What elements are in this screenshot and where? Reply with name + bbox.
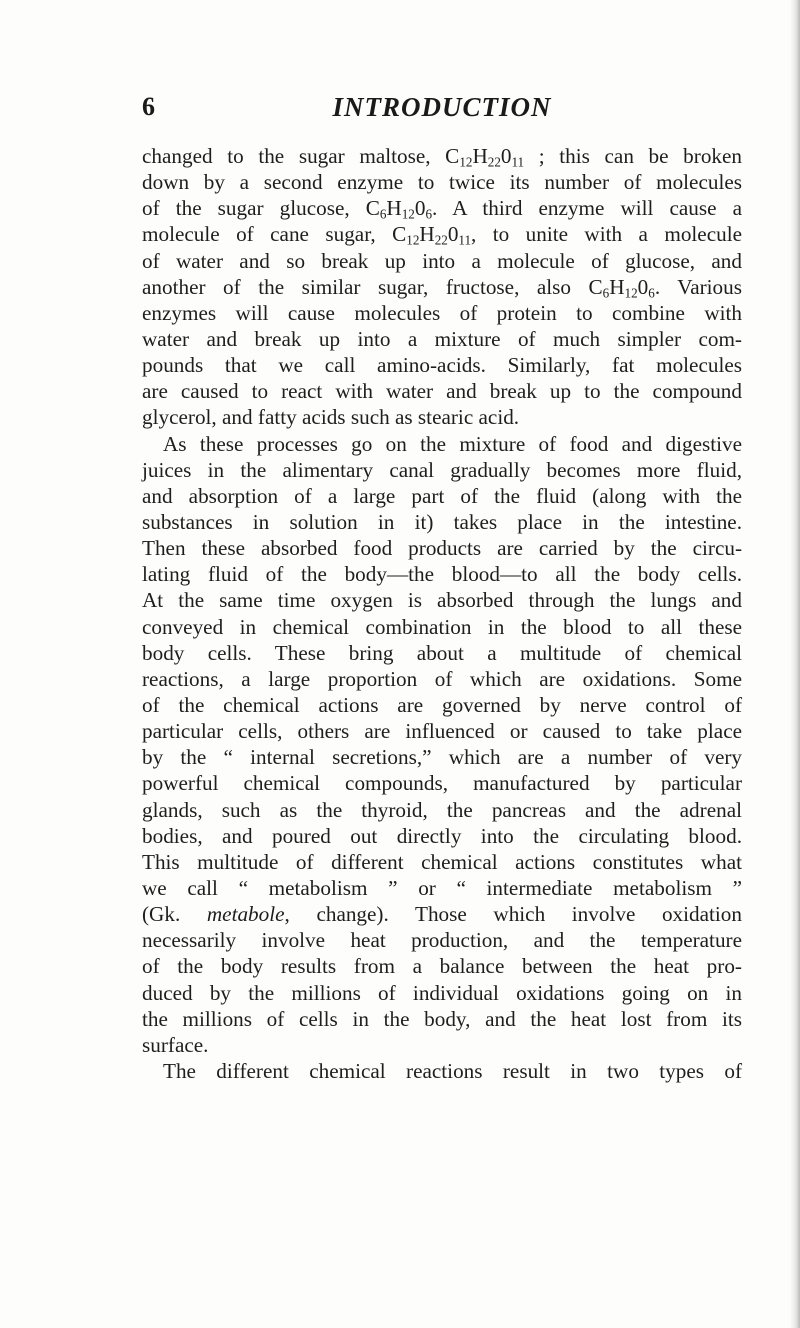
text-line xyxy=(142,692,742,718)
text-segment: are caused to react with water and break up to the compound xyxy=(142,379,742,404)
text-line xyxy=(142,744,742,770)
text-line xyxy=(142,535,742,561)
text-line xyxy=(142,875,742,901)
text-segment: of the body results from a balance between the heat pro- xyxy=(142,954,742,979)
text-line xyxy=(142,221,742,247)
text-segment: surface. xyxy=(142,1032,209,1057)
page-number: 6 xyxy=(142,92,155,121)
text-line xyxy=(142,953,742,979)
text-line xyxy=(142,1058,742,1084)
text-segment: of water and so break up into a molecule of glucose, and xyxy=(142,248,742,273)
text-segment: At the same time oxygen is absorbed through the lungs and xyxy=(142,588,742,613)
text-segment: Then these absorbed food products are carried by the circu- xyxy=(142,536,742,561)
text-segment: by the “ internal secretions,” which are a number of very xyxy=(142,745,742,770)
text-segment: of the chemical actions are governed by nerve control of xyxy=(142,692,742,717)
text-segment: we call “ metabolism ” or “ intermediate metabolism ” xyxy=(142,875,742,900)
text-segment: The different chemical reactions result in two types of xyxy=(163,1058,742,1083)
page-edge-shadow xyxy=(790,0,800,1328)
text-segment: . Various xyxy=(654,274,742,299)
text-segment: H xyxy=(419,222,435,247)
text-line xyxy=(142,404,742,430)
text-segment: pounds that we call amino-acids. Similarly, fat molecules xyxy=(142,353,742,378)
italic-term: metabole xyxy=(206,902,285,927)
text-line xyxy=(142,378,742,404)
text-line xyxy=(142,718,742,744)
text-line xyxy=(142,274,742,300)
text-segment: . A third enzyme will cause a xyxy=(432,196,742,221)
text-segment: 0 xyxy=(637,274,649,299)
text-line xyxy=(142,797,742,823)
text-segment: changed to the sugar maltose, C xyxy=(142,144,460,168)
text-line xyxy=(142,483,742,509)
subscript: 12 xyxy=(406,233,420,249)
subscript: 6 xyxy=(425,206,433,222)
text-segment: As these processes go on the mixture of food and digestive xyxy=(163,431,742,456)
text-segment: conveyed in chemical combination in the blood to all these xyxy=(142,614,742,639)
text-segment: the millions of cells in the body, and the heat lost from its xyxy=(142,1006,742,1031)
text-segment: 0 xyxy=(500,144,512,168)
subscript: 22 xyxy=(434,233,448,249)
subscript: 6 xyxy=(379,206,387,222)
text-line xyxy=(142,457,742,483)
text-segment: duced by the millions of individual oxidations going on in xyxy=(142,980,742,1005)
text-line xyxy=(142,509,742,535)
text-segment: H xyxy=(386,196,402,221)
subscript: 6 xyxy=(602,285,610,301)
text-line xyxy=(142,640,742,666)
text-segment: bodies, and poured out directly into the circulating blood. xyxy=(142,823,742,848)
text-segment: molecule of cane sugar, C xyxy=(142,222,407,247)
text-segment: necessarily involve heat production, and the temperature xyxy=(142,928,742,953)
subscript: 11 xyxy=(458,233,472,249)
text-segment: reactions, a large proportion of which are oxidations. Some xyxy=(142,666,742,691)
text-segment: H xyxy=(609,274,625,299)
text-segment: substances in solution in it) takes place in the intestine. xyxy=(142,509,742,534)
text-line xyxy=(142,770,742,796)
text-line xyxy=(142,666,742,692)
body-text xyxy=(142,143,742,1084)
text-line xyxy=(142,927,742,953)
text-line xyxy=(142,561,742,587)
text-segment: , change). Those which involve oxidation xyxy=(284,902,742,927)
text-segment: and absorption of a large part of the fluid (along with the xyxy=(142,483,742,508)
subscript: 12 xyxy=(624,285,638,301)
text-segment: enzymes will cause molecules of protein to combine with xyxy=(142,300,742,325)
text-line xyxy=(142,901,742,927)
text-line xyxy=(142,300,742,326)
text-segment: lating fluid of the body—the blood—to all the body cells. xyxy=(142,562,742,587)
text-line xyxy=(142,169,742,195)
text-segment: juices in the alimentary canal gradually becomes more fluid, xyxy=(142,457,742,482)
text-segment: powerful chemical compounds, manufactured by particular xyxy=(142,771,742,796)
text-segment: 0 xyxy=(414,196,426,221)
text-segment: This multitude of different chemical actions constitutes what xyxy=(142,849,742,874)
text-segment: of the sugar glucose, C xyxy=(142,196,380,221)
text-line xyxy=(142,1006,742,1032)
text-segment: glycerol, and fatty acids such as stearic acid. xyxy=(142,405,520,430)
text-line xyxy=(142,143,742,169)
text-segment: water and break up into a mixture of much simpler com- xyxy=(142,326,742,351)
subscript: 11 xyxy=(511,154,525,170)
text-line xyxy=(142,326,742,352)
text-line xyxy=(142,1032,742,1058)
running-title: INTRODUCTION xyxy=(332,92,552,122)
text-segment: another of the similar sugar, fructose, also C xyxy=(142,274,603,299)
text-segment: ; this can be broken xyxy=(524,144,742,168)
subscript: 12 xyxy=(401,206,415,222)
page-header xyxy=(142,92,742,132)
text-line xyxy=(142,195,742,221)
text-line xyxy=(142,614,742,640)
text-segment: glands, such as the thyroid, the pancreas and the adrenal xyxy=(142,797,742,822)
text-segment: down by a second enzyme to twice its number of molecules xyxy=(142,170,742,195)
text-segment: H xyxy=(472,144,488,168)
subscript: 12 xyxy=(459,154,473,170)
text-line xyxy=(142,431,742,457)
text-segment: body cells. These bring about a multitude of chemical xyxy=(142,640,742,665)
text-line xyxy=(142,980,742,1006)
subscript: 6 xyxy=(648,285,655,301)
text-line xyxy=(142,248,742,274)
text-line xyxy=(142,849,742,875)
text-segment: particular cells, others are influenced or caused to take place xyxy=(142,719,742,744)
text-segment: (Gk. xyxy=(142,902,207,927)
text-segment: , to unite with a molecule xyxy=(471,222,742,247)
text-line xyxy=(142,587,742,613)
text-line xyxy=(142,352,742,378)
text-line xyxy=(142,823,742,849)
subscript: 22 xyxy=(487,154,501,170)
text-segment: 0 xyxy=(447,222,459,247)
